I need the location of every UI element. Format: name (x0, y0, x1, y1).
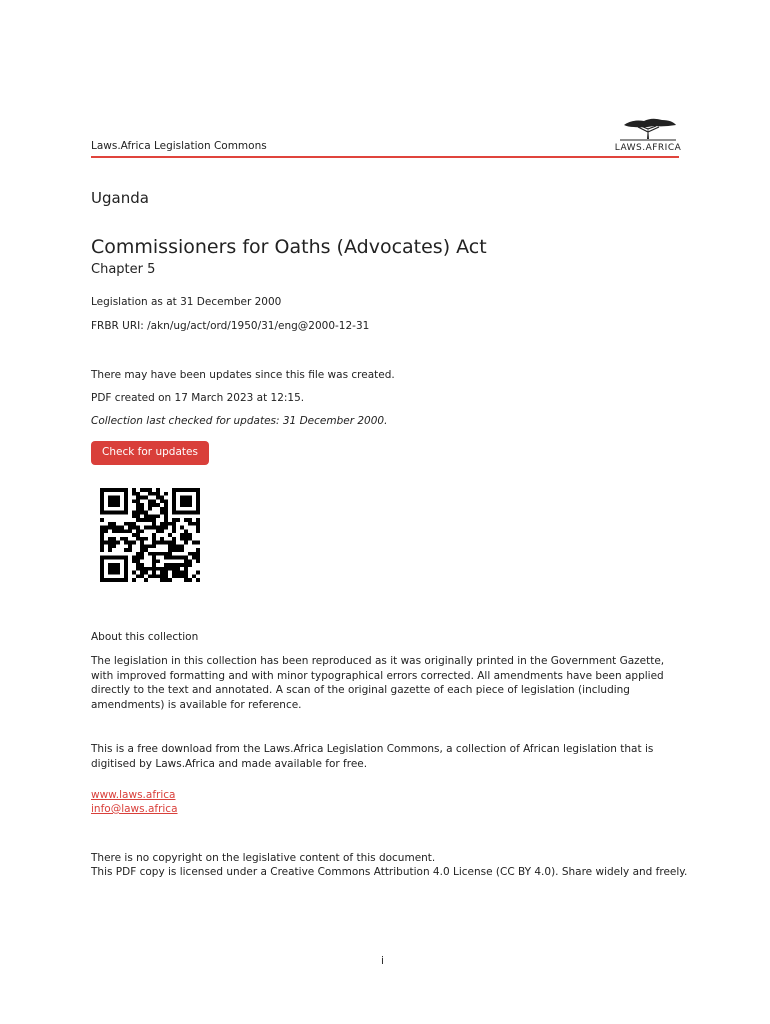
website-link[interactable]: www.laws.africa (91, 789, 176, 801)
copyright-line-1: There is no copyright on the legislative content of this document. (91, 852, 436, 864)
qr-code[interactable] (100, 488, 200, 582)
email-link[interactable]: info@laws.africa (91, 803, 178, 815)
country: Uganda (91, 189, 149, 207)
page-number: i (381, 955, 384, 967)
check-for-updates-button[interactable]: Check for updates (91, 441, 209, 465)
collection-checked: Collection last checked for updates: 31 December 2000. (91, 415, 388, 427)
chapter: Chapter 5 (91, 262, 156, 277)
collection-name: Laws.Africa Legislation Commons (91, 140, 267, 152)
laws-africa-logo[interactable] (614, 115, 682, 153)
pdf-created: PDF created on 17 March 2023 at 12:15. (91, 392, 305, 404)
free-download-paragraph: This is a free download from the Laws.Africa Legislation Commons, a collection of African legislation that is digitised by Laws.Africa and made available for free. (91, 743, 654, 770)
about-heading: About this collection (91, 631, 199, 643)
updates-notice: There may have been updates since this file was created. (91, 369, 395, 381)
acacia-tree-icon (614, 115, 682, 143)
document-title: Commissioners for Oaths (Advocates) Act (91, 236, 487, 258)
legislation-as-at: Legislation as at 31 December 2000 (91, 296, 282, 308)
about-paragraph: The legislation in this collection has been reproduced as it was originally printed in the Government Gazette, with improved formatting and with minor typographical errors corrected. All amendments have been applied directly to the text and annotated. A scan of the original gazette of each piece of legislation (including amendments) is available for reference. (91, 655, 665, 711)
logo-text: LAWS.AFRICA (614, 143, 682, 153)
frbr-uri: FRBR URI: /akn/ug/act/ord/1950/31/eng@2000-12-31 (91, 320, 370, 332)
header-divider (91, 156, 679, 158)
copyright-line-2: This PDF copy is licensed under a Creative Commons Attribution 4.0 License (CC BY 4.0). Share widely and freely. (91, 866, 688, 878)
